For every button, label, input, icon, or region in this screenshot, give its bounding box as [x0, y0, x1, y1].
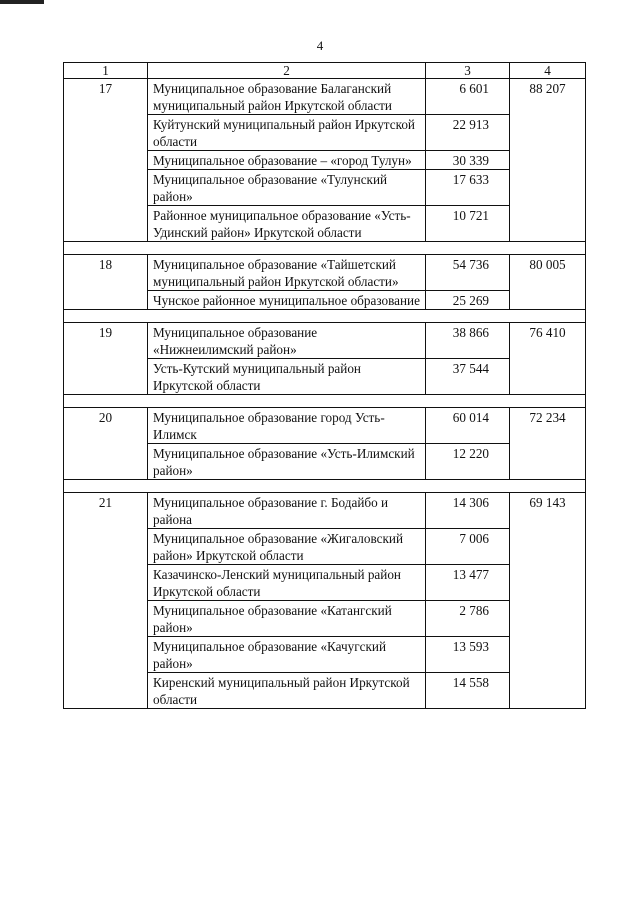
municipality-value-cell: 12 220 — [426, 444, 510, 480]
distribution-table-container — [63, 62, 585, 709]
municipality-name-cell: Муниципальное образование «Катангский район» — [148, 601, 426, 637]
municipality-name-cell: Муниципальное образование Балаганский муниципальный район Иркутской области — [148, 79, 426, 115]
municipality-value-cell: 37 544 — [426, 359, 510, 395]
municipality-value-cell: 14 558 — [426, 673, 510, 709]
municipality-value-cell: 17 633 — [426, 170, 510, 206]
municipality-name-cell: Муниципальное образование «Усть-Илимский район» — [148, 444, 426, 480]
header-col-1: 1 — [64, 63, 148, 79]
municipality-value-cell: 13 593 — [426, 637, 510, 673]
municipality-value-cell: 60 014 — [426, 408, 510, 444]
group-separator-row — [64, 395, 586, 408]
page-number: 4 — [316, 38, 324, 53]
group-separator-row — [64, 242, 586, 255]
header-col-4: 4 — [510, 63, 586, 79]
municipality-name-cell: Куйтунский муниципальный район Иркутской области — [148, 115, 426, 151]
municipality-value-cell: 10 721 — [426, 206, 510, 242]
municipality-value-cell: 25 269 — [426, 291, 510, 310]
municipality-name-cell: Муниципальное образование «Тайшетский муниципальный район Иркутской области» — [148, 255, 426, 291]
group-number-cell: 17 — [64, 79, 148, 242]
scan-edge-mark — [0, 0, 44, 4]
municipality-name-cell: Муниципальное образование «Тулунский район» — [148, 170, 426, 206]
municipality-value-cell: 13 477 — [426, 565, 510, 601]
municipality-value-cell: 14 306 — [426, 493, 510, 529]
municipality-name-cell: Муниципальное образование – «город Тулун» — [148, 151, 426, 170]
municipality-name-cell: Муниципальное образование «Качугский район» — [148, 637, 426, 673]
municipality-name-cell: Казачинско-Ленский муниципальный район Иркутской области — [148, 565, 426, 601]
group-separator-row — [64, 310, 586, 323]
group-number-cell: 19 — [64, 323, 148, 395]
table-body — [64, 79, 586, 709]
group-separator-cell — [64, 242, 586, 255]
group-total-cell: 69 143 — [510, 493, 586, 709]
municipality-value-cell: 54 736 — [426, 255, 510, 291]
header-col-3: 3 — [426, 63, 510, 79]
header-col-2: 2 — [148, 63, 426, 79]
municipality-name-cell: Киренский муниципальный район Иркутской области — [148, 673, 426, 709]
group-separator-cell — [64, 310, 586, 323]
distribution-table — [63, 62, 586, 709]
municipality-name-cell: Районное муниципальное образование «Усть-Удинский район» Иркутской области — [148, 206, 426, 242]
group-number-cell: 20 — [64, 408, 148, 480]
group-total-cell: 80 005 — [510, 255, 586, 310]
group-total-cell: 72 234 — [510, 408, 586, 480]
municipality-value-cell: 2 786 — [426, 601, 510, 637]
municipality-name-cell: Чунское районное муниципальное образование — [148, 291, 426, 310]
table-row — [64, 493, 586, 529]
group-separator-cell — [64, 480, 586, 493]
municipality-value-cell: 22 913 — [426, 115, 510, 151]
header-row — [64, 63, 586, 79]
table-row — [64, 408, 586, 444]
group-total-cell: 88 207 — [510, 79, 586, 242]
municipality-name-cell: Муниципальное образование город Усть-Илимск — [148, 408, 426, 444]
group-number-cell: 21 — [64, 493, 148, 709]
group-separator-cell — [64, 395, 586, 408]
municipality-name-cell: Муниципальное образование «Жигаловский район» Иркутской области — [148, 529, 426, 565]
municipality-value-cell: 30 339 — [426, 151, 510, 170]
municipality-name-cell: Муниципальное образование «Нижнеилимский район» — [148, 323, 426, 359]
municipality-value-cell: 6 601 — [426, 79, 510, 115]
table-row — [64, 79, 586, 115]
group-total-cell: 76 410 — [510, 323, 586, 395]
group-separator-row — [64, 480, 586, 493]
municipality-name-cell: Усть-Кутский муниципальный район Иркутской области — [148, 359, 426, 395]
group-number-cell: 18 — [64, 255, 148, 310]
table-row — [64, 323, 586, 359]
municipality-value-cell: 7 006 — [426, 529, 510, 565]
municipality-value-cell: 38 866 — [426, 323, 510, 359]
municipality-name-cell: Муниципальное образование г. Бодайбо и района — [148, 493, 426, 529]
table-row — [64, 255, 586, 291]
